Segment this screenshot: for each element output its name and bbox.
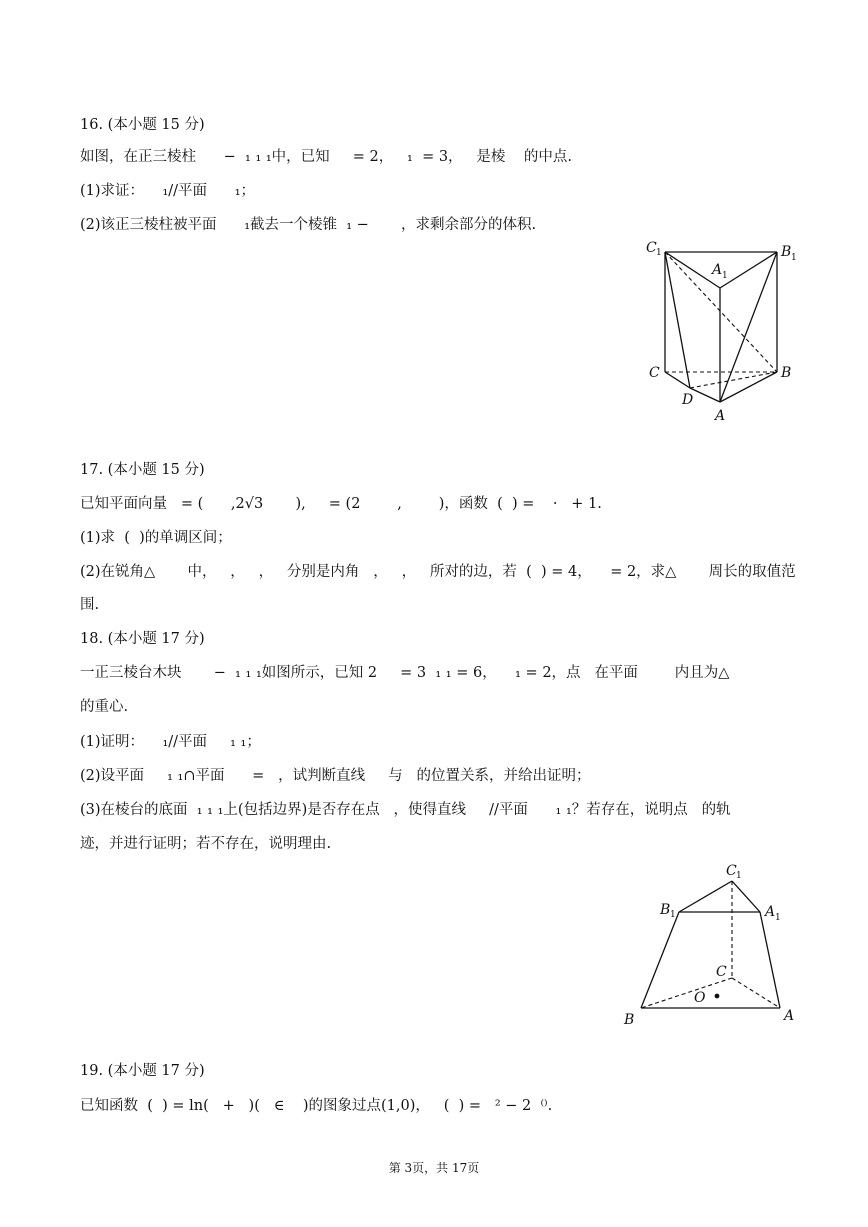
- label-a1-sub: 1: [722, 271, 728, 281]
- label-a1: A: [712, 262, 723, 278]
- q18-statement: 一正三棱台木块 − ₁ ₁ ₁如图所示，已知 2 = 3 ₁ ₁ = 6， ₁ = 2，点 在平面 内且为△: [80, 665, 730, 681]
- q19-statement: 已知函数 ( ) = ln( + )( ∈ )的图象过点(1,0)， ( ) = ² − 2 ⁽⁾.: [80, 1098, 553, 1114]
- q17-statement: 已知平面向量 = ( ,2√3 ), = (2 , )，函数 ( ) = · + 1.: [80, 496, 602, 512]
- q18-header: 18. (本小题 17 分): [80, 631, 205, 647]
- label-o: O: [694, 990, 706, 1006]
- q16-prism-figure: [640, 236, 810, 426]
- point-o: [715, 994, 720, 999]
- label-c: C: [716, 964, 727, 980]
- label-b1-sub: 1: [670, 910, 676, 920]
- q18-statement-cont: 的重心.: [80, 699, 129, 715]
- q17-part2: (2)在锐角△ 中， ， ， 分别是内角 ， ， 所对的边，若 ( ) = 4， = 2，求△ 周长的取值范: [80, 564, 796, 580]
- q18-part2: (2)设平面 ₁ ₁∩平面 = ，试判断直线 与 的位置关系，并给出证明；: [80, 768, 591, 784]
- label-b1: B: [781, 244, 792, 260]
- label-a1: A: [765, 904, 776, 920]
- label-b1-sub: 1: [791, 253, 797, 263]
- q18-part3: (3)在棱台的底面 ₁ ₁ ₁上(包括边界)是否存在点 ，使得直线 //平面 ₁ ₁？若存在，说明点 的轨: [80, 802, 731, 818]
- q18-part3-cont: 迹，并进行证明；若不存在，说明理由.: [80, 836, 332, 852]
- q19-header: 19. (本小题 17 分): [80, 1063, 205, 1079]
- q18-frustum-figure: [618, 858, 808, 1028]
- q17-part1: (1)求 ( )的单调区间；: [80, 530, 232, 546]
- q17-header: 17. (本小题 15 分): [80, 462, 205, 478]
- label-c1: C: [646, 240, 657, 256]
- label-b1: B: [660, 902, 671, 918]
- q16-part1: (1)求证： ₁//平面 ₁；: [80, 183, 256, 199]
- label-d: D: [682, 392, 694, 408]
- label-c: C: [649, 365, 660, 381]
- label-a: A: [784, 1008, 795, 1024]
- label-a1-sub: 1: [775, 913, 781, 923]
- label-c1-sub: 1: [656, 248, 662, 258]
- label-b: B: [781, 365, 792, 381]
- q16-header: 16. (本小题 15 分): [80, 117, 205, 133]
- page-number-footer: 第 3页，共 17页: [388, 1161, 480, 1175]
- label-a: A: [715, 408, 726, 424]
- label-b: B: [624, 1012, 635, 1028]
- label-c1: C: [726, 863, 737, 879]
- label-c1-sub: 1: [736, 871, 742, 881]
- q16-statement: 如图，在正三棱柱 − ₁ ₁ ₁中，已知 = 2， ₁ = 3， 是棱 的中点.: [80, 149, 572, 165]
- q17-part2-cont: 围.: [80, 597, 100, 613]
- q18-part1: (1)证明： ₁//平面 ₁ ₁；: [80, 734, 261, 750]
- q16-part2: (2)该正三棱柱被平面 ₁截去一个棱锥 ₁ − ，求剩余部分的体积.: [80, 217, 537, 233]
